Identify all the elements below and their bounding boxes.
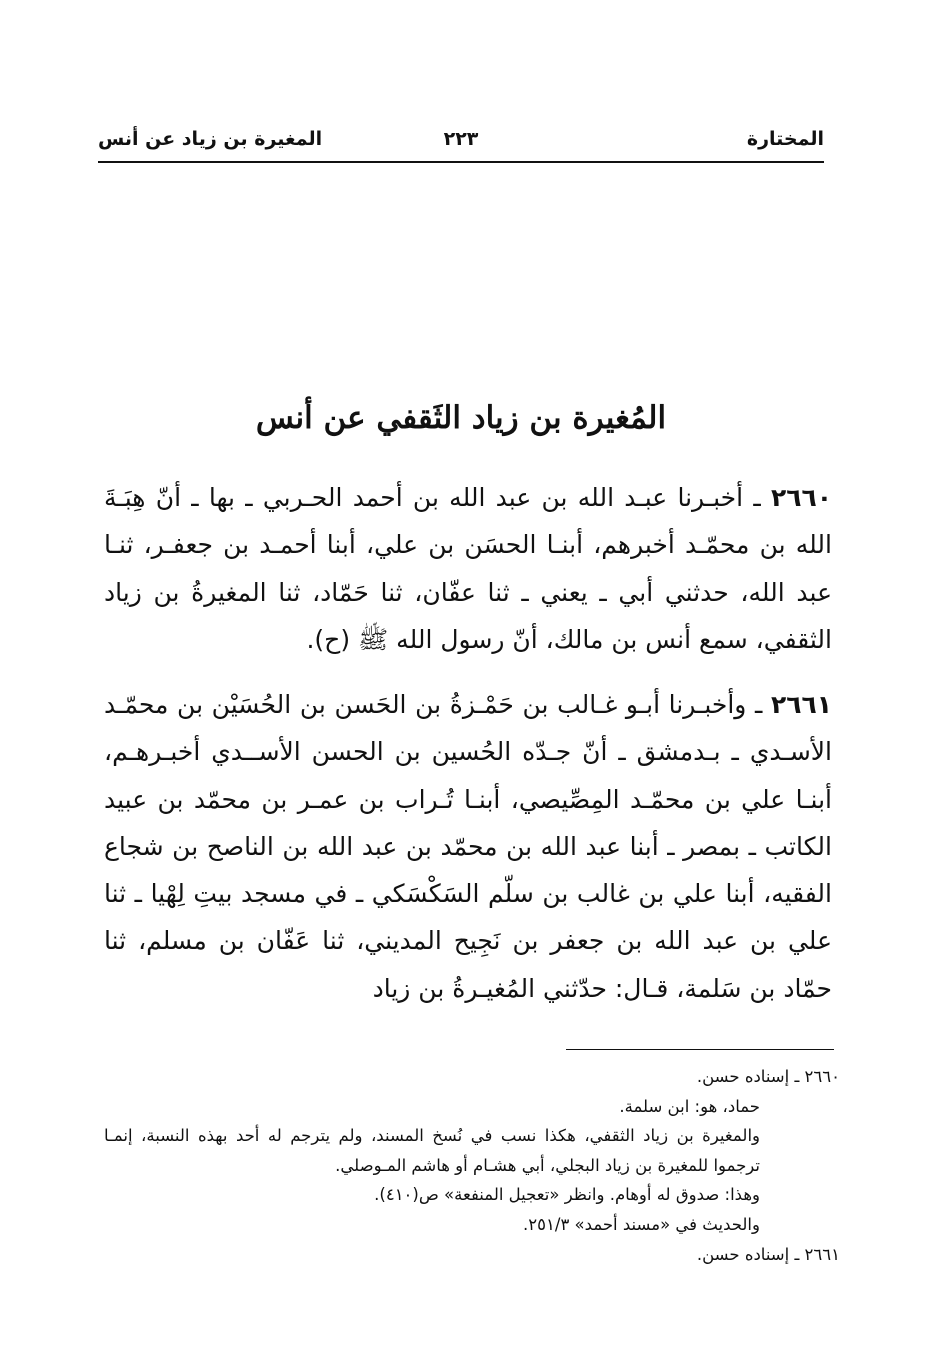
hadith-number: ٢٦٦٠ (770, 483, 832, 512)
footnote-line: والحديث في «مسند أحمد» ٢٥١/٣. (523, 1214, 760, 1234)
hadith-2661 (104, 681, 832, 1012)
footnote-line: حماد، هو: ابن سلمة. (619, 1096, 760, 1116)
footnote-2660-header: ٢٦٦٠ ـ إسناده حسن. (696, 1067, 840, 1086)
running-header (98, 124, 824, 158)
hadith-2660 (104, 474, 832, 663)
header-book-title: المختارة (746, 128, 824, 150)
hadith-number: ٢٦٦١ (770, 690, 832, 719)
footnote-line: وهذا: صدوق له أوهام. وانظر «تعجيل المنفعة» ص(٤١٠). (374, 1185, 760, 1205)
footnotes (104, 1062, 840, 1269)
chapter-title: المُغيرة بن زياد الثَقفي عن أنس (255, 400, 667, 436)
footnote-rule (566, 1049, 834, 1050)
header-chapter-title: المغيرة بن زياد عن أنس (98, 128, 323, 150)
page-number: ٢٢٣ (443, 128, 479, 150)
footnote-2661-header: ٢٦٦١ ـ إسناده حسن. (696, 1244, 840, 1264)
hadith-text: ـ أخبـرنا عبـد الله بن عبد الله بن أحمد الحـربي ـ بها ـ أنّ هِبَـةَ الله بن محمّـد أخبرهم، أبنـا الحسَن بن علي، أبنا أحمـد بن جعفـر، ثنـا عبد الله، حدثني أبي ـ يعني ـ ثنا عفّان، ثنا حَمّاد، ثنا المغيرةُ بن زياد الثقفي، سمع أنس بن مالك، أنّ رسول الله ﷺ (ح). (104, 483, 832, 654)
header-rule (98, 161, 824, 163)
footnote-line: والمغيرة بن زياد الثقفي، هكذا نسب في نُسخ المسند، ولم يترجم له أحد بهذه النسبة، إنمـا ترجموا للمغيرة بن زياد البجلي، أبي هشـام أو هاشم المـوصلي. (104, 1126, 760, 1175)
hadith-text: ـ وأخبـرنا أبـو غـالب بن حَمْـزةُ بن الحَسن بن الحُسَيْن بن محمّـد الأسـدي ـ بـدمشق ـ أنّ جـدّه الحُسين بن الحسن الأســدي أخبـرهـم، أبنـا علي بن محمّـد المِصِّيصي، أبنـا تُـراب بن عمـر بن محمّد بن عبيد الكاتب ـ بمصر ـ أبنا عبد الله بن محمّد بن عبد الله بن الناصح بن شجاع الفقيه، أبنا علي بن غالب بن سلّم السَكْسَكي ـ في مسجد بيتِ لِهْيا ـ ثنا علي بن عبد الله بن جعفر بن نَجِيح المديني، ثنا عَفّان بن مسلم، ثنا حمّاد بن سَلمة، قـال: حدّثني المُغيـرةُ بن زياد (104, 690, 832, 1003)
